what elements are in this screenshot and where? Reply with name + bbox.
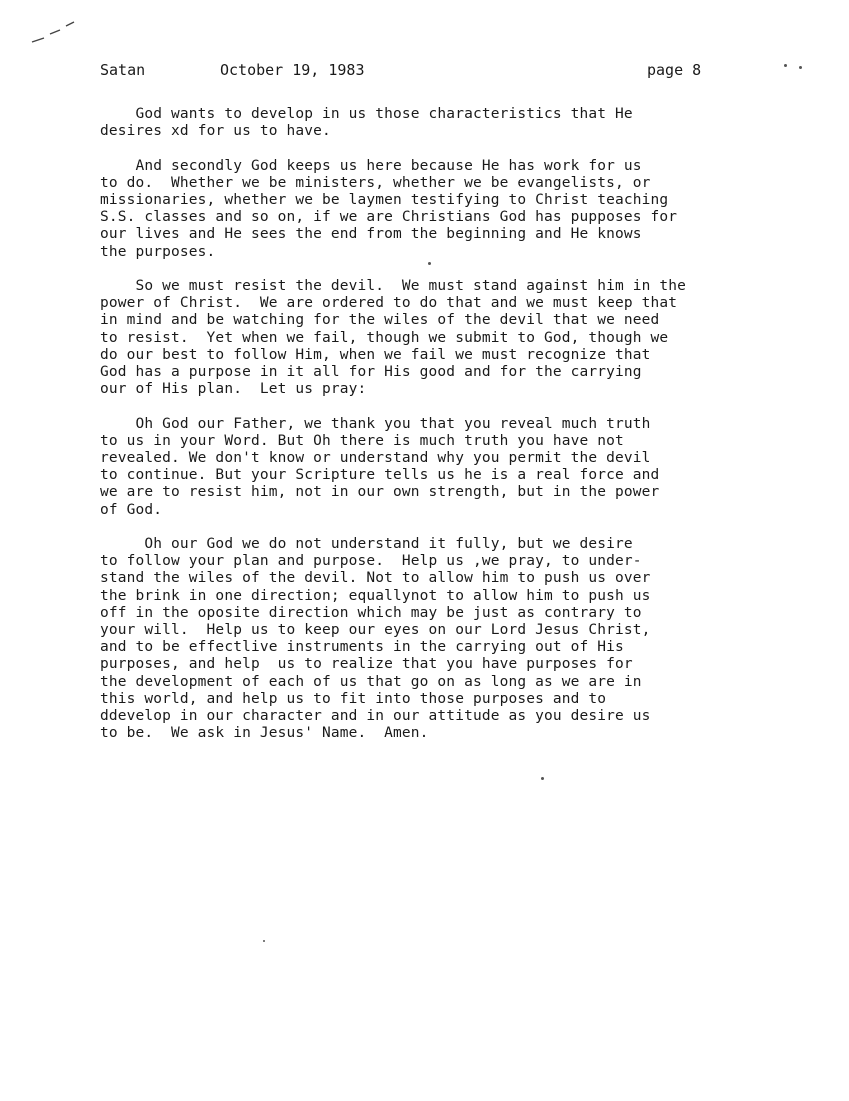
text-line: do our best to follow Him, when we fail we must recognize that (100, 346, 651, 363)
text-line: the brink in one direction; equallynot to allow him to push us (100, 587, 651, 604)
paragraph-1 (100, 106, 790, 140)
text-line: S.S. classes and so on, if we are Christians God has pupposes for (100, 209, 678, 226)
text-line: And secondly God keeps us here because He has work for us (100, 157, 642, 174)
text-line: Oh God our Father, we thank you that you reveal much truth (100, 415, 651, 432)
text-line: your will. Help us to keep our eyes on our Lord Jesus Christ, (100, 622, 651, 639)
text-line: to follow your plan and purpose. Help us ,we pray, to under- (100, 553, 642, 570)
text-line: this world, and help us to fit into those purposes and to (100, 690, 607, 707)
text-segment: desires (100, 123, 172, 140)
text-line: missionaries, whether we be laymen testifying to Christ teaching (100, 192, 669, 208)
scan-speck (263, 940, 265, 942)
text-line: to be. We ask in Jesus' Name. Amen. (100, 725, 429, 742)
text-line: God wants to develop in us those characteristics that He (100, 106, 633, 122)
text-line: of God. (100, 501, 163, 518)
header-page-number: page 8 (647, 61, 702, 79)
scan-speck (541, 777, 544, 780)
document-body (100, 106, 790, 760)
text-line: to resist. Yet when we fail, though we submit to God, though we (100, 329, 669, 346)
scan-speck (428, 262, 431, 265)
text-line: our of His plan. Let us pray: (100, 381, 367, 398)
text-line: to do. Whether we be ministers, whether we be evangelists, or (100, 174, 651, 191)
text-line: God has a purpose in it all for His good and for the carrying (100, 364, 642, 381)
text-line: purposes, and help us to realize that you have purposes for (100, 656, 633, 673)
text-line: in mind and be watching for the wiles of the devil that we need (100, 312, 660, 329)
header-title: Satan (100, 61, 146, 79)
text-line: the purposes. (100, 243, 216, 260)
text-line: power of Christ. We are ordered to do that and we must keep that (100, 295, 678, 312)
text-line: off in the oposite direction which may be just as contrary to (100, 604, 642, 621)
text-line: So we must resist the devil. We must stand against him in the (100, 278, 687, 294)
text-line: revealed. We don't know or understand why you permit the devil (100, 450, 651, 467)
text-line: to continue. But your Scripture tells us he is a real force and (100, 467, 660, 484)
page-header (100, 61, 720, 83)
header-date: October 19, 1983 (220, 61, 365, 79)
scan-mark (30, 20, 78, 46)
text-line: stand the wiles of the devil. Not to allow him to push us over (100, 570, 651, 587)
text-line (100, 123, 790, 140)
text-line: to us in your Word. But Oh there is much truth you have not (100, 432, 624, 449)
text-line: we are to resist him, not in our own strength, but in the power (100, 484, 660, 501)
text-line: ddevelop in our character and in our attitude as you desire us (100, 708, 651, 725)
text-line: and to be effectlive instruments in the carrying out of His (100, 639, 624, 656)
struck-text: xd (171, 123, 189, 140)
text-line: Oh our God we do not understand it fully, but we desire (100, 536, 633, 553)
paragraph-4 (100, 416, 790, 519)
scan-speck (784, 64, 787, 67)
paragraph-2 (100, 158, 790, 261)
scan-speck (799, 66, 802, 69)
paragraph-3 (100, 278, 790, 398)
paragraph-5 (100, 536, 790, 742)
text-segment: for us to have. (197, 123, 331, 140)
text-line: the development of each of us that go on as long as we are in (100, 673, 642, 690)
text-line: our lives and He sees the end from the beginning and He knows (100, 226, 642, 243)
